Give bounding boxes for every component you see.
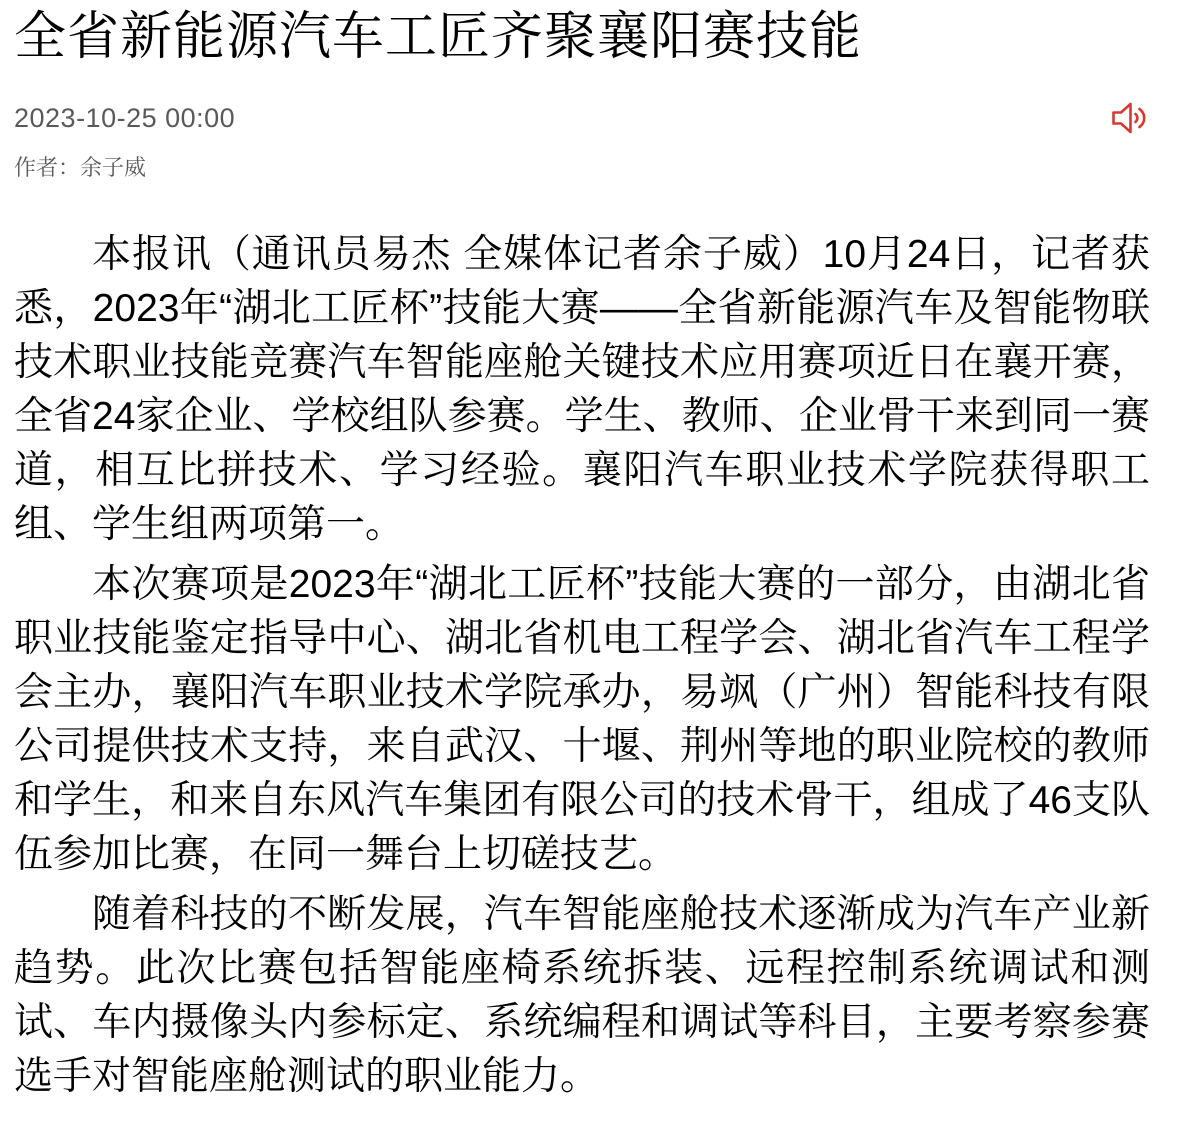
- publish-time: 2023-10-25 00:00: [14, 102, 236, 133]
- paragraph-2: 本次赛项是2023年“湖北工匠杯”技能大赛的一部分，由湖北省职业技能鉴定指导中心、湖北省机电工程学会、湖北省汽车工程学会主办，襄阳汽车职业技术学院承办，易飒（广州）智能科技有限公司提供技术支持，来自武汉、十堰、荆州等地的职业院校的教师和学生，和来自东风汽车集团有限公司的技术骨干，组成了46支队伍参加比赛，在同一舞台上切磋技艺。: [14, 563, 1150, 877]
- meta-row: [14, 101, 1150, 135]
- author-line: [14, 151, 1150, 182]
- speaker-icon[interactable]: [1110, 101, 1150, 135]
- paragraph-1: 本报讯（通讯员易杰 全媒体记者余子威）10月24日，记者获悉，2023年“湖北工匠杯”技能大赛——全省新能源汽车及智能物联技术职业技能竞赛汽车智能座舱关键技术应用赛项近日在襄开赛，全省24家企业、学校组队参赛。学生、教师、企业骨干来到同一赛道，相互比拼技术、学习经验。襄阳汽车职业技术学院获得职工组、学生组两项第一。: [14, 233, 1150, 547]
- author-label: 作者：: [14, 155, 81, 181]
- paragraph-3: 随着科技的不断发展，汽车智能座舱技术逐渐成为汽车产业新趋势。此次比赛包括智能座椅系统拆装、远程控制系统调试和测试、车内摄像头内参标定、系统编程和调试等科目，主要考察参赛选手对智能座舱测试的职业能力。: [14, 893, 1150, 1099]
- author-name: 余子威: [80, 155, 147, 181]
- article-title: 全省新能源汽车工匠齐聚襄阳赛技能: [14, 8, 863, 66]
- article-body: [14, 228, 1150, 1104]
